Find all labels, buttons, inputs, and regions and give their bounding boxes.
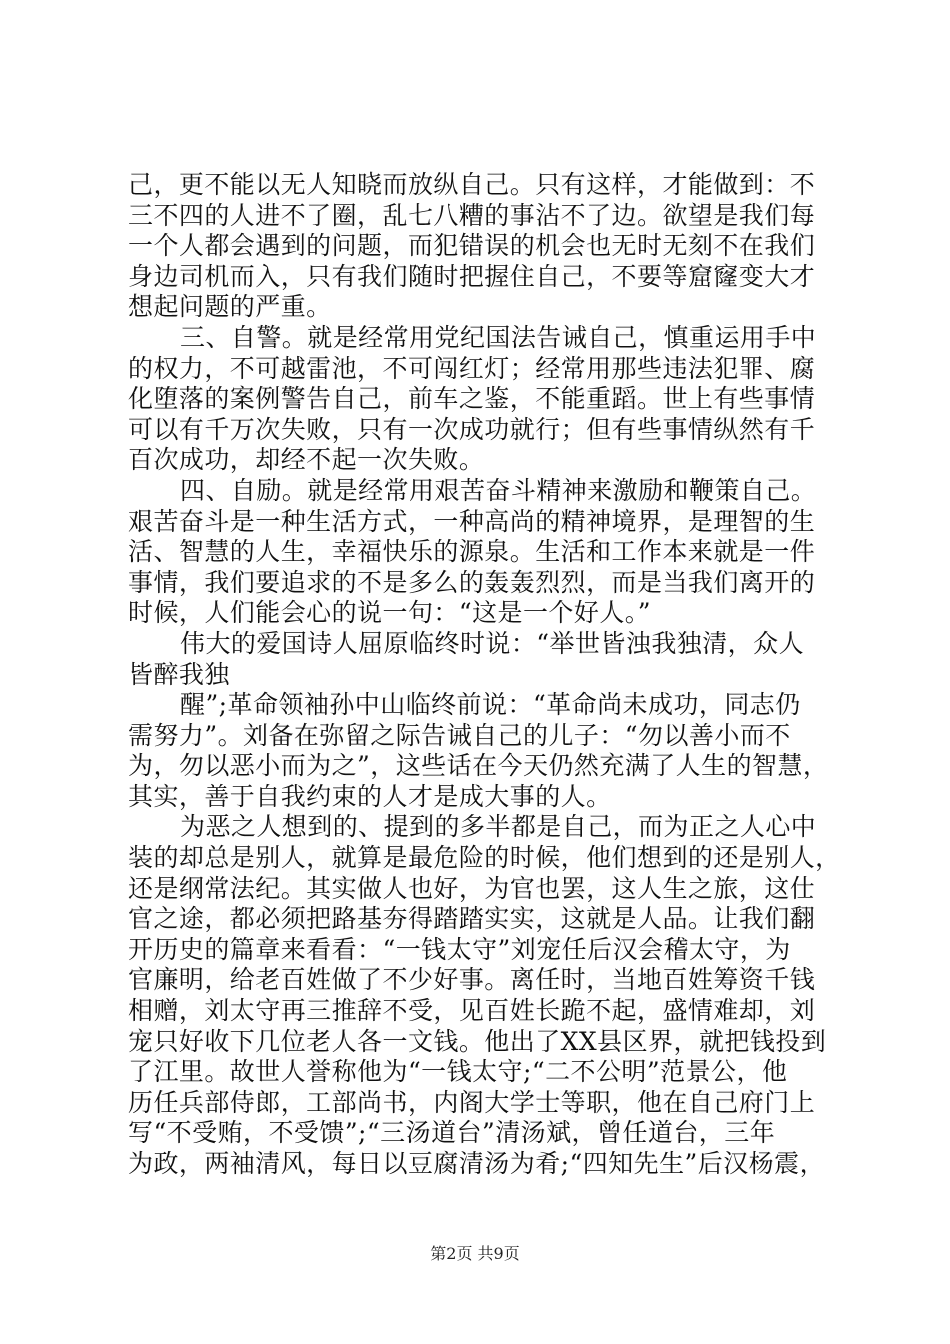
- text-line: 其实，善于自我约束的人才是成大事的人。: [128, 781, 612, 811]
- page-footer: 第2页 共9页: [430, 1244, 520, 1263]
- text-line: 事情，我们要追求的不是多么的轰轰烈烈，而是当我们离开的: [128, 567, 816, 597]
- text-line: 需努力”。刘备在弥留之际告诫自己的儿子：“勿以善小而不: [128, 720, 791, 750]
- text-line: 百次成功，却经不起一次失败。: [128, 445, 485, 475]
- text-line: 想起问题的严重。: [128, 292, 332, 322]
- text-line: 官廉明，给老百姓做了不少好事。离任时，当地百姓筹资千钱: [128, 965, 816, 995]
- text-line: 三不四的人进不了圈，乱七八糟的事沾不了边。欲望是我们每: [128, 200, 816, 230]
- text-line: 四、自励。就是经常用艰苦奋斗精神来激励和鞭策自己。: [180, 475, 817, 505]
- text-line: 己，更不能以无人知晓而放纵自己。只有这样，才能做到：不: [128, 170, 816, 199]
- text-line: 写“不受贿，不受馈”;“三汤道台”清汤斌，曾任道台，三年: [128, 1118, 776, 1148]
- text-line: 宠只好收下几位老人各一文钱。他出了XX县区界，就把钱投到: [128, 1026, 827, 1056]
- text-line: 艰苦奋斗是一种生活方式，一种高尚的精神境界，是理智的生: [128, 506, 816, 536]
- text-line: 三、自警。就是经常用党纪国法告诫自己，慎重运用手中: [180, 322, 817, 352]
- text-line: 的权力，不可越雷池，不可闯红灯；经常用那些违法犯罪、腐: [128, 353, 816, 383]
- text-line: 活、智慧的人生，幸福快乐的源泉。生活和工作本来就是一件: [128, 537, 816, 567]
- text-line: 开历史的篇章来看看：“一钱太守”刘宠任后汉会稽太守，为: [128, 934, 791, 964]
- text-line: 相赠，刘太守再三推辞不受，见百姓长跪不起，盛情难却，刘: [128, 996, 816, 1026]
- text-line: 官之途，都必须把路基夯得踏踏实实，这就是人品。让我们翻: [128, 904, 816, 934]
- text-line: 还是纲常法纪。其实做人也好，为官也罢，这人生之旅，这仕: [128, 873, 816, 903]
- text-line: 了江里。故世人誉称他为“一钱太守;“二不公明”范景公，他: [128, 1057, 788, 1087]
- text-line: 身边司机而入，只有我们随时把握住自己，不要等窟窿变大才: [128, 261, 816, 291]
- text-line: 一个人都会遇到的问题，而犯错误的机会也无时无刻不在我们: [128, 231, 816, 261]
- text-line: 醒”;革命领袖孙中山临终前说：“革命尚未成功，同志仍: [180, 690, 801, 720]
- document-body: [128, 170, 841, 1180]
- text-line: 为恶之人想到的、提到的多半都是自己，而为正之人心中: [180, 812, 817, 842]
- text-line: 化堕落的案例警告自己，前车之鉴，不能重蹈。世上有些事情: [128, 384, 816, 414]
- text-line: 为，勿以恶小而为之”，这些话在今天仍然充满了人生的智慧，: [128, 751, 829, 781]
- text-line: 伟大的爱国诗人屈原临终时说：“举世皆浊我独清，众人: [180, 628, 805, 658]
- text-line: 可以有千万次失败，只有一次成功就行；但有些事情纵然有千: [128, 414, 816, 444]
- text-line: 皆醉我独: [128, 659, 230, 689]
- text-line: 时候，人们能会心的说一句：“这是一个好人。”: [128, 598, 651, 628]
- text-line: 为政，两袖清风，每日以豆腐清汤为肴;“四知先生”后汉杨震，: [128, 1149, 826, 1178]
- text-line: 装的却总是别人，就算是最危险的时候，他们想到的还是别人，: [128, 843, 841, 873]
- text-line: 历任兵部侍郎，工部尚书，内阁大学士等职，他在自己府门上: [128, 1087, 816, 1117]
